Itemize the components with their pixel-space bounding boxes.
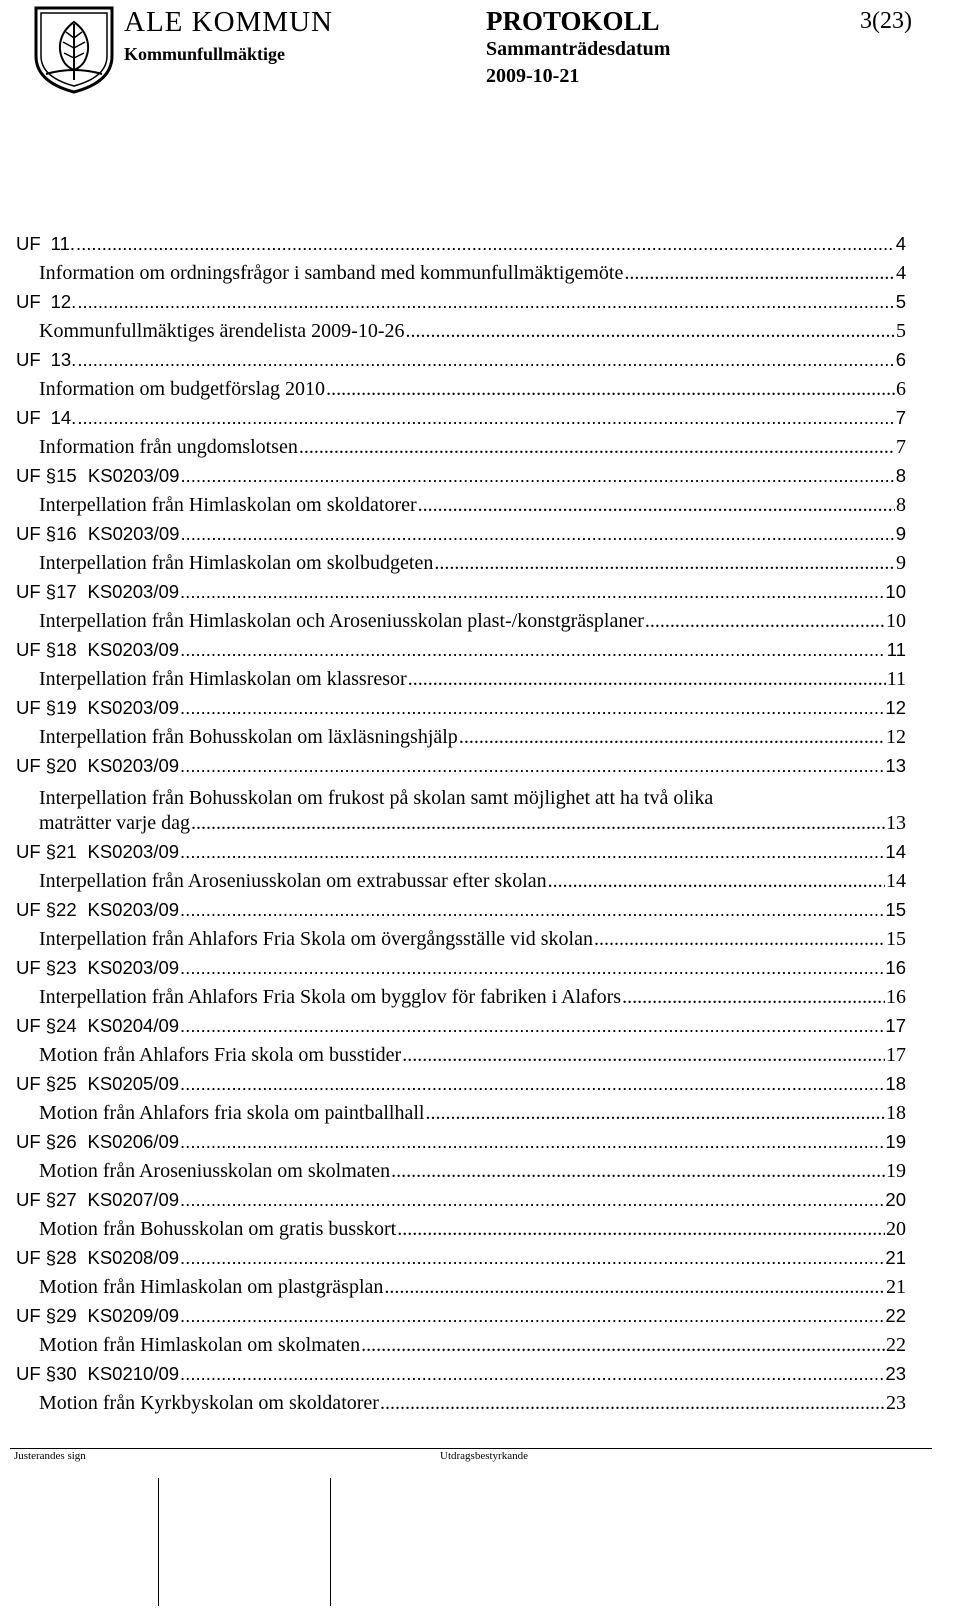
toc-section-prefix: UF § xyxy=(16,1305,57,1326)
toc-title-text: Interpellation från Aroseniusskolan om extrabussar efter skolan xyxy=(39,870,547,892)
toc-page-number: 22 xyxy=(885,1305,906,1326)
toc-page-number: 8 xyxy=(896,494,906,516)
toc-title-text: Motion från Bohusskolan om gratis busskort xyxy=(39,1218,397,1240)
toc-leader-dots xyxy=(594,928,885,951)
toc-title-text: Information från ungdomslotsen xyxy=(39,436,298,458)
toc-title-text: Interpellation från Bohusskolan om frukost på skolan samt möjlighet att ha två olika xyxy=(39,787,714,809)
page-number: 3(23) xyxy=(860,8,912,34)
toc-diarie-number: KS0207/09 xyxy=(87,1189,180,1210)
toc-page-number: 22 xyxy=(886,1334,906,1356)
toc-leader-dots xyxy=(391,1160,885,1183)
toc-leader-dots xyxy=(180,957,884,979)
toc-section-prefix: UF § xyxy=(16,1189,57,1210)
toc-page-number: 18 xyxy=(886,1102,906,1124)
toc-leader-dots xyxy=(408,668,886,691)
toc-diarie-number: KS0209/09 xyxy=(87,1305,180,1326)
toc-diarie-number: KS0203/09 xyxy=(87,899,180,920)
justerandes-sign-label: Justerandes sign xyxy=(14,1450,86,1462)
toc-section-number: 29 xyxy=(56,1305,77,1326)
utdragsbestyrkande-label: Utdragsbestyrkande xyxy=(440,1450,528,1462)
toc-page-number: 10 xyxy=(886,610,906,632)
toc-diarie-number: KS0205/09 xyxy=(87,1073,180,1094)
toc-title-row[interactable] xyxy=(16,436,906,465)
toc-page-number: 17 xyxy=(886,1044,906,1066)
toc-leader-dots xyxy=(180,1015,884,1037)
municipality-crest-icon xyxy=(32,4,116,94)
toc-title-row[interactable] xyxy=(16,1102,906,1131)
toc-title-row[interactable] xyxy=(16,1392,906,1421)
toc-page-number: 13 xyxy=(885,755,906,776)
toc-leader-dots xyxy=(77,349,894,371)
toc-diarie-number: KS0204/09 xyxy=(87,1015,180,1036)
toc-section-row[interactable] xyxy=(16,1131,906,1160)
toc-section-row[interactable] xyxy=(16,1305,906,1334)
toc-section-number: 21 xyxy=(56,841,77,862)
toc-leader-dots xyxy=(180,465,894,487)
toc-title-row[interactable] xyxy=(16,726,906,755)
toc-leader-dots xyxy=(624,262,895,285)
toc-title-row[interactable] xyxy=(16,928,906,957)
toc-title-text: Interpellation från Himlaskolan och Aroseniusskolan plast-/konstgräsplaner xyxy=(39,610,644,632)
toc-leader-dots xyxy=(180,1189,884,1211)
toc-diarie-number: KS0203/09 xyxy=(87,465,180,486)
toc-page-number: 12 xyxy=(886,726,906,748)
toc-page-number: 7 xyxy=(895,407,906,428)
toc-section-row[interactable] xyxy=(16,1073,906,1102)
toc-title-row[interactable] xyxy=(16,1334,906,1363)
toc-section-prefix: UF § xyxy=(16,841,57,862)
toc-page-number: 16 xyxy=(886,986,906,1008)
toc-section-number: 23 xyxy=(56,957,77,978)
toc-section-prefix: UF § xyxy=(16,1247,57,1268)
toc-section-prefix: UF xyxy=(16,233,41,254)
toc-section-row[interactable] xyxy=(16,523,906,552)
signature-box-divider xyxy=(330,1478,331,1606)
toc-page-number: 9 xyxy=(896,552,906,574)
toc-title-text: Interpellation från Bohusskolan om läxläsningshjälp xyxy=(39,726,458,748)
toc-section-row[interactable] xyxy=(16,1015,906,1044)
toc-title-text: Motion från Ahlafors fria skola om paintballhall xyxy=(39,1102,425,1124)
toc-title-row[interactable] xyxy=(16,1276,906,1305)
toc-leader-dots xyxy=(180,1305,884,1327)
toc-section-prefix: UF § xyxy=(16,755,57,776)
toc-section-prefix: UF § xyxy=(16,1015,57,1036)
toc-section-row[interactable] xyxy=(16,639,906,668)
toc-title-text: Information om ordningsfrågor i samband med kommunfullmäktigemöte xyxy=(39,262,624,284)
toc-diarie-number: KS0203/09 xyxy=(87,957,180,978)
toc-leader-dots xyxy=(459,726,885,749)
page-header xyxy=(0,0,960,110)
toc-page-number: 14 xyxy=(886,870,906,892)
toc-title-row[interactable] xyxy=(16,986,906,1015)
document-type: PROTOKOLL xyxy=(486,6,660,36)
toc-section-prefix: UF xyxy=(16,291,41,312)
toc-section-row[interactable] xyxy=(16,755,906,784)
toc-section-number: 22 xyxy=(56,899,77,920)
toc-leader-dots xyxy=(397,1218,885,1241)
toc-title-text: Interpellation från Himlaskolan om klassresor xyxy=(39,668,407,690)
toc-section-number: 28 xyxy=(56,1247,77,1268)
toc-section-prefix: UF § xyxy=(16,1363,57,1384)
toc-leader-dots xyxy=(380,1392,885,1415)
toc-section-number: 18 xyxy=(56,639,77,660)
toc-page-number: 5 xyxy=(896,320,906,342)
toc-section-number: 24 xyxy=(56,1015,77,1036)
toc-leader-dots xyxy=(180,581,884,603)
toc-page-number: 21 xyxy=(886,1276,906,1298)
toc-title-row[interactable] xyxy=(16,1160,906,1189)
toc-leader-dots xyxy=(622,986,885,1009)
toc-section-row[interactable] xyxy=(16,233,906,262)
toc-page-number: 16 xyxy=(885,957,906,978)
toc-diarie-number: KS0203/09 xyxy=(87,755,180,776)
toc-section-row[interactable] xyxy=(16,349,906,378)
toc-leader-dots xyxy=(434,552,895,575)
toc-section-prefix: UF § xyxy=(16,581,57,602)
toc-leader-dots xyxy=(418,494,895,517)
toc-page-number: 18 xyxy=(885,1073,906,1094)
toc-title-text: Motion från Kyrkbyskolan om skoldatorer xyxy=(39,1392,379,1414)
toc-section-prefix: UF xyxy=(16,407,41,428)
toc-leader-dots xyxy=(384,1276,885,1299)
toc-leader-dots xyxy=(405,320,895,343)
toc-page-number: 17 xyxy=(885,1015,906,1036)
toc-section-row[interactable] xyxy=(16,581,906,610)
toc-section-prefix: UF § xyxy=(16,639,57,660)
toc-title-text: Motion från Ahlafors Fria skola om busstider xyxy=(39,1044,402,1066)
toc-section-row[interactable] xyxy=(16,407,906,436)
toc-diarie-number: KS0208/09 xyxy=(87,1247,180,1268)
toc-leader-dots xyxy=(180,1131,884,1153)
toc-title-row[interactable] xyxy=(16,870,906,899)
toc-title-row[interactable] xyxy=(16,1218,906,1247)
toc-section-prefix: UF § xyxy=(16,697,57,718)
toc-section-row[interactable] xyxy=(16,697,906,726)
toc-section-number: 20 xyxy=(56,755,77,776)
toc-leader-dots xyxy=(180,1363,884,1385)
toc-leader-dots xyxy=(361,1334,885,1357)
toc-leader-dots xyxy=(77,291,894,313)
toc-leader-dots xyxy=(180,899,884,921)
toc-diarie-number: KS0203/09 xyxy=(87,697,180,718)
toc-section-number: 17 xyxy=(56,581,77,602)
toc-title-text: Interpellation från Ahlafors Fria Skola om övergångsställe vid skolan xyxy=(39,928,593,950)
signature-box-divider xyxy=(158,1478,159,1606)
toc-page-number: 15 xyxy=(885,899,906,920)
toc-section-number: 30 xyxy=(56,1363,77,1384)
toc-title-text: Interpellation från Himlaskolan om skoldatorer xyxy=(39,494,417,516)
toc-title-text-continued: maträtter varje dag xyxy=(39,812,191,834)
toc-leader-dots xyxy=(180,697,884,719)
toc-leader-dots xyxy=(180,1073,884,1095)
toc-leader-dots xyxy=(76,233,895,255)
toc-page-number: 4 xyxy=(895,233,906,254)
toc-leader-dots xyxy=(77,407,894,429)
toc-page-number: 23 xyxy=(885,1363,906,1384)
toc-section-prefix: UF § xyxy=(16,899,57,920)
toc-section-number: 19 xyxy=(56,697,77,718)
toc-title-row[interactable] xyxy=(16,552,906,581)
toc-leader-dots xyxy=(191,812,885,835)
toc-title-text: Motion från Himlaskolan om plastgräsplan xyxy=(39,1276,384,1298)
toc-page-number: 11 xyxy=(886,639,906,660)
footer-divider xyxy=(10,1448,932,1449)
toc-page-number: 6 xyxy=(896,378,906,400)
organization-name: ALE KOMMUN xyxy=(124,6,333,38)
toc-diarie-number: KS0210/09 xyxy=(87,1363,180,1384)
toc-leader-dots xyxy=(645,610,885,633)
toc-section-number: 14. xyxy=(50,407,77,428)
toc-section-number: 15 xyxy=(56,465,77,486)
toc-leader-dots xyxy=(180,841,884,863)
toc-title-text: Motion från Himlaskolan om skolmaten xyxy=(39,1334,361,1356)
table-of-contents xyxy=(16,233,906,1421)
toc-diarie-number: KS0203/09 xyxy=(87,639,180,660)
toc-page-number: 21 xyxy=(885,1247,906,1268)
toc-title-row[interactable] xyxy=(16,494,906,523)
toc-section-prefix: UF xyxy=(16,349,41,370)
toc-page-number: 20 xyxy=(886,1218,906,1240)
toc-page-number: 9 xyxy=(895,523,906,544)
toc-page-number: 4 xyxy=(896,262,906,284)
toc-leader-dots xyxy=(548,870,885,893)
toc-section-row[interactable] xyxy=(16,1189,906,1218)
toc-section-number: 11. xyxy=(50,233,76,254)
toc-page-number: 20 xyxy=(885,1189,906,1210)
toc-section-number: 25 xyxy=(56,1073,77,1094)
toc-title-row[interactable] xyxy=(16,378,906,407)
toc-section-prefix: UF § xyxy=(16,1131,57,1152)
toc-section-prefix: UF § xyxy=(16,957,57,978)
toc-title-row[interactable] xyxy=(16,784,906,841)
toc-title-text: Interpellation från Ahlafors Fria Skola om bygglov för fabriken i Alafors xyxy=(39,986,622,1008)
toc-section-number: 16 xyxy=(56,523,77,544)
toc-page-number: 23 xyxy=(886,1392,906,1414)
toc-leader-dots xyxy=(402,1044,885,1067)
toc-section-number: 27 xyxy=(56,1189,77,1210)
toc-page-number: 14 xyxy=(885,841,906,862)
meeting-date-label: Sammanträdesdatum xyxy=(486,38,671,60)
toc-page-number: 13 xyxy=(886,812,906,834)
toc-leader-dots xyxy=(425,1102,885,1125)
toc-page-number: 10 xyxy=(885,581,906,602)
toc-page-number: 19 xyxy=(885,1131,906,1152)
toc-page-number: 15 xyxy=(886,928,906,950)
toc-title-row[interactable] xyxy=(16,668,906,697)
toc-section-number: 26 xyxy=(56,1131,77,1152)
toc-section-number: 13. xyxy=(50,349,77,370)
toc-section-row[interactable] xyxy=(16,465,906,494)
toc-section-row[interactable] xyxy=(16,899,906,928)
toc-title-row[interactable] xyxy=(16,610,906,639)
toc-page-number: 8 xyxy=(895,465,906,486)
toc-diarie-number: KS0203/09 xyxy=(87,841,180,862)
toc-title-row[interactable] xyxy=(16,320,906,349)
toc-diarie-number: KS0203/09 xyxy=(87,523,180,544)
toc-section-row[interactable] xyxy=(16,957,906,986)
toc-title-text: Interpellation från Himlaskolan om skolbudgeten xyxy=(39,552,434,574)
toc-leader-dots xyxy=(326,378,895,401)
toc-page-number: 11 xyxy=(886,668,906,690)
toc-section-row[interactable] xyxy=(16,1363,906,1392)
toc-leader-dots xyxy=(180,1247,884,1269)
toc-section-prefix: UF § xyxy=(16,465,57,486)
toc-section-row[interactable] xyxy=(16,841,906,870)
toc-title-row[interactable] xyxy=(16,1044,906,1073)
toc-page-number: 12 xyxy=(885,697,906,718)
toc-leader-dots xyxy=(180,755,884,777)
toc-page-number: 5 xyxy=(895,291,906,312)
toc-section-row[interactable] xyxy=(16,1247,906,1276)
toc-diarie-number: KS0203/09 xyxy=(87,581,180,602)
toc-leader-dots xyxy=(299,436,895,459)
toc-section-number: 12. xyxy=(50,291,77,312)
toc-section-prefix: UF § xyxy=(16,1073,57,1094)
toc-leader-dots xyxy=(180,639,886,661)
meeting-date: 2009-10-21 xyxy=(486,65,580,87)
toc-section-prefix: UF § xyxy=(16,523,57,544)
toc-page-number: 7 xyxy=(896,436,906,458)
toc-title-text: Motion från Aroseniusskolan om skolmaten xyxy=(39,1160,391,1182)
toc-page-number: 6 xyxy=(895,349,906,370)
toc-leader-dots xyxy=(180,523,894,545)
toc-section-row[interactable] xyxy=(16,291,906,320)
organization-subtitle: Kommunfullmäktige xyxy=(124,44,286,64)
toc-page-number: 19 xyxy=(886,1160,906,1182)
toc-title-text: Information om budgetförslag 2010 xyxy=(39,378,326,400)
toc-title-text: Kommunfullmäktiges ärendelista 2009-10-26 xyxy=(39,320,405,342)
toc-diarie-number: KS0206/09 xyxy=(87,1131,180,1152)
toc-title-row[interactable] xyxy=(16,262,906,291)
